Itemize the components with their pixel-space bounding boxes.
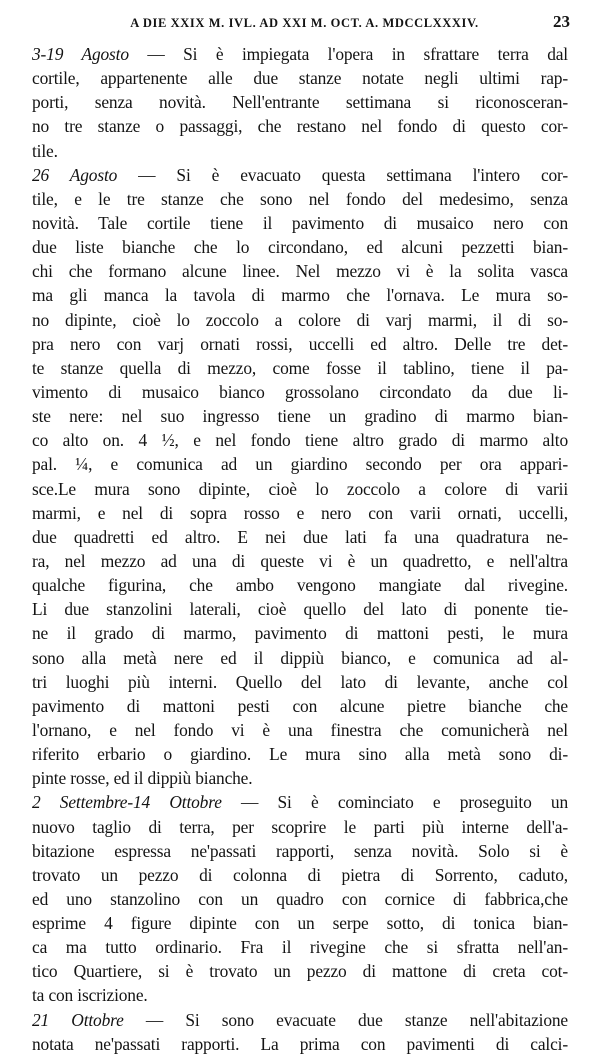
text-line xyxy=(32,839,568,863)
text-line xyxy=(32,139,568,163)
text-line xyxy=(32,1008,568,1032)
text-line xyxy=(32,332,568,356)
text-line xyxy=(32,983,568,1007)
line-text: pinte rosse, ed il dippiù bianche. xyxy=(32,768,253,789)
line-text: co alto on. 4 ½, e nel fondo tiene altro grado di marmo alto xyxy=(32,430,568,451)
line-text: trovato un pezzo di colonna di pietra di Sorrento, caduto, xyxy=(32,864,568,885)
entry-date: 21 Ottobre xyxy=(32,1009,124,1030)
line-text: tri luoghi più interni. Quello del lato di levante, anche col xyxy=(32,671,568,692)
line-text: riferito erbario o giardino. Le mura sino alla metà sono di- xyxy=(32,744,568,765)
text-line xyxy=(32,621,568,645)
text-line xyxy=(32,356,568,380)
line-text: bitazione espressa ne'passati rapporti, senza novità. Solo si è xyxy=(32,840,568,861)
text-line xyxy=(32,790,568,814)
line-text: ra, nel mezzo ad una di queste vi è un quadretto, e nell'altra xyxy=(32,550,568,571)
text-line xyxy=(32,597,568,621)
line-text: te stanze quella di mezzo, come fosse il tablino, tiene il pa- xyxy=(32,357,568,378)
line-text: porti, senza novità. Nell'entrante settimana si riconosceran- xyxy=(32,92,568,113)
text-line xyxy=(32,935,568,959)
line-text: novità. Tale cortile tiene il pavimento di musaico nero con xyxy=(32,212,568,233)
text-line xyxy=(32,549,568,573)
text-line xyxy=(32,163,568,187)
line-text: no tre stanze o passaggi, che restano nel fondo di questo cor- xyxy=(32,116,568,137)
line-text: — Si è impiegata l'opera in sfrattare terra dal xyxy=(128,44,568,64)
text-line xyxy=(32,114,568,138)
line-text: marmi, e nel di sopra rosso e nero con varii ornati, uccelli, xyxy=(32,502,568,523)
line-text: — Si è evacuato questa settimana l'intero cor- xyxy=(117,164,568,185)
line-text: ma gli manca la tavola di marmo che l'ornava. Le mura so- xyxy=(32,285,568,306)
line-text: esprime 4 figure dipinte con un serpe sotto, di tonica bian- xyxy=(32,913,568,934)
line-text: ed uno stanzolino con un quadro con cornice di fabbrica,che xyxy=(32,888,568,909)
text-line xyxy=(32,404,568,428)
text-line xyxy=(32,887,568,911)
entry-date: 3-19 Agosto xyxy=(32,44,129,64)
running-head: A DIE XXIX M. IVL. AD XXI M. OCT. A. MDCCLXXXIV. xyxy=(130,16,479,30)
line-text: ta con iscrizione. xyxy=(32,985,148,1006)
text-line xyxy=(32,742,568,766)
text-line xyxy=(32,259,568,283)
line-text: sce.Le mura sono dipinte, cioè lo zoccolo a colore di varii xyxy=(32,478,568,499)
line-text: vimento di musaico bianco grossolano circondato da due li- xyxy=(32,381,568,402)
line-text: ne il grado di marmo, pavimento di mattoni pesti, le mura xyxy=(32,623,568,644)
line-text: tile. xyxy=(32,140,58,161)
text-line xyxy=(32,428,568,452)
text-line xyxy=(32,283,568,307)
line-text: qualche figurina, che ambo vengono mangiate dal rivegine. xyxy=(32,575,568,596)
text-line xyxy=(32,694,568,718)
text-line xyxy=(32,90,568,114)
line-text: sono alla metà nere ed il dippiù bianco, e comunica ad al- xyxy=(32,647,568,668)
text-line xyxy=(32,573,568,597)
page-number: 23 xyxy=(553,12,570,31)
text-line xyxy=(32,380,568,404)
text-line xyxy=(32,766,568,790)
page-header xyxy=(32,12,570,36)
line-text: due quadretti ed altro. E nei due lati fa una quadratura ne- xyxy=(32,526,568,547)
line-text: tile, e le tre stanze che sono nel fondo del medesimo, senza xyxy=(32,188,568,209)
text-line xyxy=(32,959,568,983)
line-text: pal. ¼, e comunica ad un giardino secondo per ora appari- xyxy=(32,454,568,475)
line-text: cortile, appartenente alle due stanze notate negli ultimi rap- xyxy=(32,68,568,89)
text-line xyxy=(32,718,568,742)
line-text: Li due stanzolini laterali, cioè quello del lato di ponente tie- xyxy=(32,599,568,620)
line-text: nuovo taglio di terra, per scoprire le parti più interne dell'a- xyxy=(32,816,568,837)
text-line xyxy=(32,235,568,259)
text-line xyxy=(32,815,568,839)
text-line xyxy=(32,308,568,332)
text-line xyxy=(32,211,568,235)
text-line xyxy=(32,911,568,935)
line-text: — Si sono evacuate due stanze nell'abitazione xyxy=(123,1009,568,1030)
text-line xyxy=(32,863,568,887)
text-line xyxy=(32,525,568,549)
line-text: notata ne'passati rapporti. La prima con pavimenti di calci- xyxy=(32,1033,568,1054)
body-text xyxy=(32,42,568,1056)
text-line xyxy=(32,670,568,694)
line-text: chi che formano alcune linee. Nel mezzo vi è la solita vasca xyxy=(32,261,568,282)
entry-date: 2 Settembre-14 Ottobre xyxy=(32,792,222,813)
text-line xyxy=(32,66,568,90)
text-line xyxy=(32,501,568,525)
line-text: due liste bianche che lo circondano, ed alcuni pezzetti bian- xyxy=(32,237,568,258)
text-line xyxy=(32,1032,568,1056)
line-text: ste nere: nel suo ingresso tiene un gradino di marmo bian- xyxy=(32,406,568,427)
text-line xyxy=(32,452,568,476)
text-line xyxy=(32,477,568,501)
text-line xyxy=(32,646,568,670)
line-text: l'ornano, e nel fondo vi è una finestra che comunicherà nel xyxy=(32,719,568,740)
line-text: tico Quartiere, si è trovato un pezzo di mattone di creta cot- xyxy=(32,961,568,982)
line-text: pra nero con varj ornati rossi, uccelli ed altro. Delle tre det- xyxy=(32,333,568,354)
line-text: pavimento di mattoni pesti con alcune pietre bianche che xyxy=(32,695,568,716)
text-line xyxy=(32,187,568,211)
text-line xyxy=(32,42,568,66)
entry-date: 26 Agosto xyxy=(32,164,118,185)
line-text: — Si è cominciato e proseguito un xyxy=(221,792,568,813)
line-text: ca ma tutto ordinario. Fra il rivegine che si sfratta nell'an- xyxy=(32,937,568,958)
line-text: no dipinte, cioè lo zoccolo a colore di varj marmi, il di so- xyxy=(32,309,568,330)
